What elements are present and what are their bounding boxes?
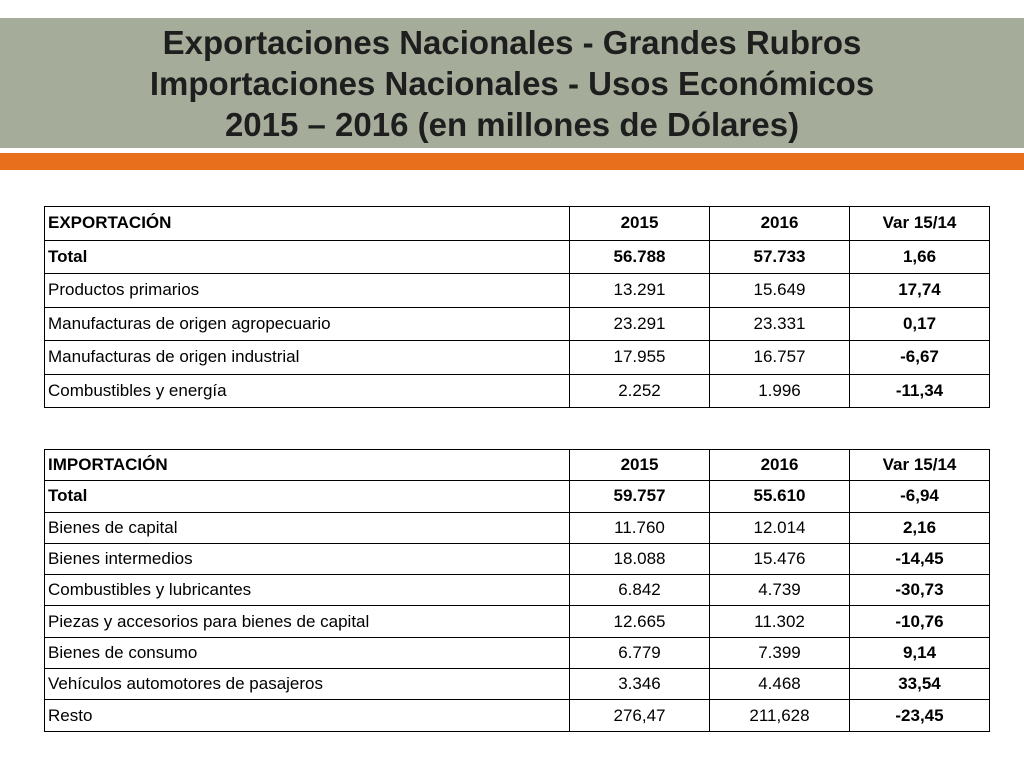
row-label: Total (45, 481, 570, 512)
row-label: Piezas y accesorios para bienes de capital (45, 606, 570, 637)
value-var: 2,16 (850, 512, 990, 543)
export-header-row (45, 207, 990, 241)
value-2015: 56.788 (570, 240, 710, 274)
value-2016: 4.468 (710, 669, 850, 700)
row-label: Manufacturas de origen agropecuario (45, 307, 570, 341)
value-2016: 57.733 (710, 240, 850, 274)
table-row (45, 240, 990, 274)
import-header-var: Var 15/14 (850, 450, 990, 481)
value-2015: 23.291 (570, 307, 710, 341)
value-var: -23,45 (850, 700, 990, 731)
table-row (45, 341, 990, 375)
title-line-3: 2015 – 2016 (en millones de Dólares) (224, 105, 800, 143)
export-header-2016: 2016 (710, 207, 850, 241)
value-2016: 15.476 (710, 543, 850, 574)
export-header-2015: 2015 (570, 207, 710, 241)
import-header-row (45, 450, 990, 481)
value-2016: 4.739 (710, 575, 850, 606)
value-2015: 59.757 (570, 481, 710, 512)
value-2015: 17.955 (570, 341, 710, 375)
value-var: -6,67 (850, 341, 990, 375)
value-2016: 1.996 (710, 374, 850, 408)
value-var: 33,54 (850, 669, 990, 700)
export-header-var: Var 15/14 (850, 207, 990, 241)
value-2015: 18.088 (570, 543, 710, 574)
value-2015: 276,47 (570, 700, 710, 731)
table-row (45, 669, 990, 700)
table-row (45, 512, 990, 543)
value-2016: 16.757 (710, 341, 850, 375)
row-label: Bienes intermedios (45, 543, 570, 574)
title-line-2: Importaciones Nacionales - Usos Económicos (149, 64, 875, 102)
export-table (44, 206, 990, 408)
table-row (45, 575, 990, 606)
table-row (45, 543, 990, 574)
title-band (0, 18, 1024, 148)
row-label: Resto (45, 700, 570, 731)
table-row (45, 274, 990, 308)
value-2016: 15.649 (710, 274, 850, 308)
row-label: Total (45, 240, 570, 274)
table-row (45, 700, 990, 731)
value-var: -30,73 (850, 575, 990, 606)
value-2016: 55.610 (710, 481, 850, 512)
value-2015: 12.665 (570, 606, 710, 637)
row-label: Bienes de capital (45, 512, 570, 543)
value-var: -10,76 (850, 606, 990, 637)
value-2015: 2.252 (570, 374, 710, 408)
import-header-2016: 2016 (710, 450, 850, 481)
row-label: Manufacturas de origen industrial (45, 341, 570, 375)
value-2016: 23.331 (710, 307, 850, 341)
value-var: 9,14 (850, 637, 990, 668)
import-table (44, 449, 990, 732)
value-var: 17,74 (850, 274, 990, 308)
table-row (45, 606, 990, 637)
export-header-category: EXPORTACIÓN (45, 207, 570, 241)
value-var: 1,66 (850, 240, 990, 274)
value-2016: 7.399 (710, 637, 850, 668)
value-2015: 11.760 (570, 512, 710, 543)
row-label: Bienes de consumo (45, 637, 570, 668)
value-var: -11,34 (850, 374, 990, 408)
table-row (45, 307, 990, 341)
value-2016: 211,628 (710, 700, 850, 731)
table-row (45, 374, 990, 408)
value-var: -6,94 (850, 481, 990, 512)
value-var: -14,45 (850, 543, 990, 574)
import-header-category: IMPORTACIÓN (45, 450, 570, 481)
value-2016: 12.014 (710, 512, 850, 543)
value-2016: 11.302 (710, 606, 850, 637)
value-2015: 6.842 (570, 575, 710, 606)
table-row (45, 481, 990, 512)
table-row (45, 637, 990, 668)
value-2015: 13.291 (570, 274, 710, 308)
accent-bar (0, 153, 1024, 170)
import-header-2015: 2015 (570, 450, 710, 481)
value-var: 0,17 (850, 307, 990, 341)
row-label: Combustibles y energía (45, 374, 570, 408)
value-2015: 3.346 (570, 669, 710, 700)
row-label: Productos primarios (45, 274, 570, 308)
row-label: Vehículos automotores de pasajeros (45, 669, 570, 700)
row-label: Combustibles y lubricantes (45, 575, 570, 606)
value-2015: 6.779 (570, 637, 710, 668)
title-line-1: Exportaciones Nacionales - Grandes Rubros (162, 23, 862, 61)
